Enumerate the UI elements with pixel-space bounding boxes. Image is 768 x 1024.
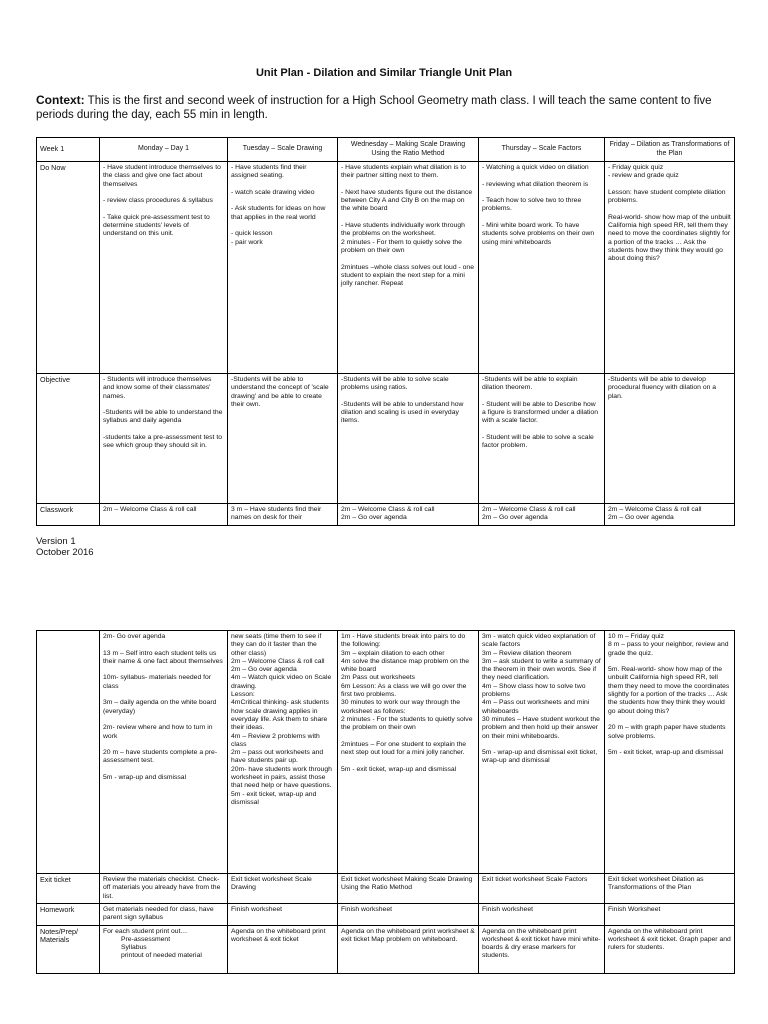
cell-exit-ticket-monday: Review the materials checklist. Check-off materials you already have from the list. [100,874,228,904]
cell-notes-tuesday: Agenda on the whiteboard print worksheet & exit ticket [228,925,338,973]
notes-monday-item: Syllabus [121,944,147,952]
row-label-exit-ticket: Exit ticket [37,874,100,904]
cell-classwork-friday: 2m – Welcome Class & roll call 2m – Go over agenda [605,504,735,526]
table-row-notes [37,925,735,973]
cell-classwork-monday: 2m – Welcome Class & roll call [100,504,228,526]
table-row-classwork [37,504,735,526]
cell-objective-thursday: -Students will be able to explain dilation theorem. - Student will be able to Describe how a figure is transformed under a dilation with a scale factor. - Student will be able to solve a scale factor problem. [479,374,605,504]
cell-exit-ticket-tuesday: Exit ticket worksheet Scale Drawing [228,874,338,904]
version-date: October 2016 [36,547,94,558]
table-row-classwork-continued [37,631,735,874]
table-header-row [37,138,735,162]
cell-do-now-friday: - Friday quick quiz - review and grade quiz Lesson: have student complete dilation problems. Real-world- show how map of the unbuilt California high speed RR, tell them they need to move the coordinates slightly for a portion of the tracks … Ask the students how they think they would go about doing this? [605,162,735,374]
row-label-objective: Objective [37,374,100,504]
table-row-do-now [37,162,735,374]
cell-classwork-cont-friday: 10 m – Friday quiz 8 m – pass to your neighbor, review and grade the quiz. 5m. Real-world- show how map of the unbuilt California high speed RR, tell them they need to move the coordinates slightly for a portion of the tracks … Ask the students how they think they would go about doing this? 20 m – with graph paper have students solve problems. 5m - exit ticket, wrap-up and dismissal [605,631,735,874]
context-label: Context: [36,93,85,107]
cell-classwork-thursday: 2m – Welcome Class & roll call 2m – Go over agenda [479,504,605,526]
cell-homework-monday: Get materials needed for class, have parent sign syllabus [100,904,228,926]
cell-notes-monday [100,925,228,973]
cell-classwork-cont-wednesday: 1m - Have students break into pairs to do the following: 3m – explain dilation to each other 4m solve the distance map problem on the white board 2m Pass out worksheets 6m Lesson: As a class we will go over the first two problems. 30 minutes to work our way through the worksheet as follows: 2 minutes - For the students to quietly solve the problem on their own 2mintues – For one student to explain the next step out loud for a mini jolly rancher. 5m - exit ticket, wrap-up and dismissal [338,631,479,874]
row-label-classwork: Classwork [37,504,100,526]
cell-objective-wednesday: -Students will be able to solve scale problems using ratios. -Students will be able to understand how dilation and scaling is used in everyday items. [338,374,479,504]
cell-classwork-tuesday: 3 m – Have students find their names on desk for their [228,504,338,526]
notes-monday-item: printout of needed material [121,952,202,960]
cell-do-now-monday: - Have student introduce themselves to the class and give one fact about themselves - review class procedures & syllabus - Take quick pre-assessment test to determine students' levels of understand on this unit. [100,162,228,374]
cell-classwork-cont-monday: 2m- Go over agenda 13 m – Self intro each student tells us their name & one fact about themselves 10m- syllabus- materials needed for class 3m – daily agenda on the white board (everyday) 2m- review where and how to turn in work 20 m – have students complete a pre-assessment test. 5m - wrap-up and dismissal [100,631,228,874]
notes-monday-item: Pre-assessment [121,935,171,943]
unit-plan-table-continued [36,630,735,974]
cell-homework-tuesday: Finish worksheet [228,904,338,926]
cell-exit-ticket-wednesday: Exit ticket worksheet Making Scale Drawing Using the Ratio Method [338,874,479,904]
cell-homework-thursday: Finish worksheet [479,904,605,926]
cell-notes-wednesday: Agenda on the whiteboard print worksheet & exit ticket Map problem on whiteboard. [338,925,479,973]
table-row-objective [37,374,735,504]
header-week: Week 1 [37,138,100,162]
row-label-empty [37,631,100,874]
cell-objective-tuesday: -Students will be able to understand the concept of 'scale drawing' and be able to create their own. [228,374,338,504]
cell-exit-ticket-thursday: Exit ticket worksheet Scale Factors [479,874,605,904]
row-label-do-now: Do Now [37,162,100,374]
version-info [36,536,94,558]
table-row-homework [37,904,735,926]
cell-exit-ticket-friday: Exit ticket worksheet Dilation as Transformations of the Plan [605,874,735,904]
cell-classwork-wednesday: 2m – Welcome Class & roll call 2m – Go over agenda [338,504,479,526]
cell-homework-wednesday: Finish worksheet [338,904,479,926]
header-friday: Friday – Dilation as Transformations of the Plan [605,138,735,162]
header-tuesday: Tuesday – Scale Drawing [228,138,338,162]
cell-classwork-cont-tuesday: new seats (time them to see if they can do it faster than the other class) 2m – Welcome Class & roll call 2m – Go over agenda 4m – Watch quick video on Scale drawing. Lesson: 4mCritical thinking- ask students how scale drawing applies in everyday life. Ask them to share their ideas. 4m – Review 2 problems with class 2m – pass out worksheets and have students pair up. 20m- have students work through worksheet in pairs, assist those that need help or have questions. 5m - exit ticket, wrap-up and dismissal [228,631,338,874]
cell-notes-thursday: Agenda on the whiteboard print worksheet & exit ticket have mini white-boards & dry erase markers for students. [479,925,605,973]
page-title: Unit Plan - Dilation and Similar Triangle Unit Plan [255,67,513,79]
cell-do-now-thursday: - Watching a quick video on dilation - reviewing what dilation theorem is - Teach how to solve two to three problems. - Mini white board work. To have students solve problems on their own using mini whiteboards [479,162,605,374]
cell-classwork-cont-thursday: 3m - watch quick video explanation of scale factors 3m – Review dilation theorem 3m – ask student to write a summary of the theorem in their own words. See if they need clarification. 4m – Show class how to solve two problems 4m – Pass out worksheets and mini whiteboards 30 minutes – Have student workout the problem and then hold up their answer on their mini whiteboards. 5m - wrap-up and dismissal exit ticket, wrap-up and dismissal [479,631,605,874]
header-thursday: Thursday – Scale Factors [479,138,605,162]
row-label-homework: Homework [37,904,100,926]
cell-do-now-tuesday: - Have students find their assigned seating. - watch scale drawing video - Ask students for ideas on how that applies in the real world - quick lesson - pair work [228,162,338,374]
notes-monday-intro: For each student print out… [103,927,188,935]
table-row-exit-ticket [37,874,735,904]
cell-objective-monday: - Students will introduce themselves and know some of their classmates' names. -Students will be able to understand the syllabus and daily agenda -students take a pre-assessment test to see which group they should sit in. [100,374,228,504]
cell-do-now-wednesday: - Have students explain what dilation is to their partner sitting next to them. - Next have students figure out the distance between City A and City B on the map on the white board - Have students individually work through the problems on the worksheet. 2 minutes - For them to quietly solve the problem on their own 2mintues –whole class solves out loud - one student to explain the next step for a mini jolly rancher. Repeat [338,162,479,374]
cell-objective-friday: -Students will be able to develop procedural fluency with dilation on a plan. [605,374,735,504]
row-label-notes: Notes/Prep/ Materials [37,925,100,973]
header-wednesday: Wednesday – Making Scale Drawing Using the Ratio Method [338,138,479,162]
cell-notes-friday: Agenda on the whiteboard print worksheet & exit ticket. Graph paper and rulers for students. [605,925,735,973]
context-text: This is the first and second week of instruction for a High School Geometry math class. I will teach the same content to five periods during the day, each 55 min in length. [36,95,712,121]
cell-homework-friday: Finish Worksheet [605,904,735,926]
unit-plan-table-week1 [36,137,735,526]
version-label: Version 1 [36,536,76,547]
header-monday: Monday – Day 1 [100,138,228,162]
context-paragraph [36,93,736,122]
